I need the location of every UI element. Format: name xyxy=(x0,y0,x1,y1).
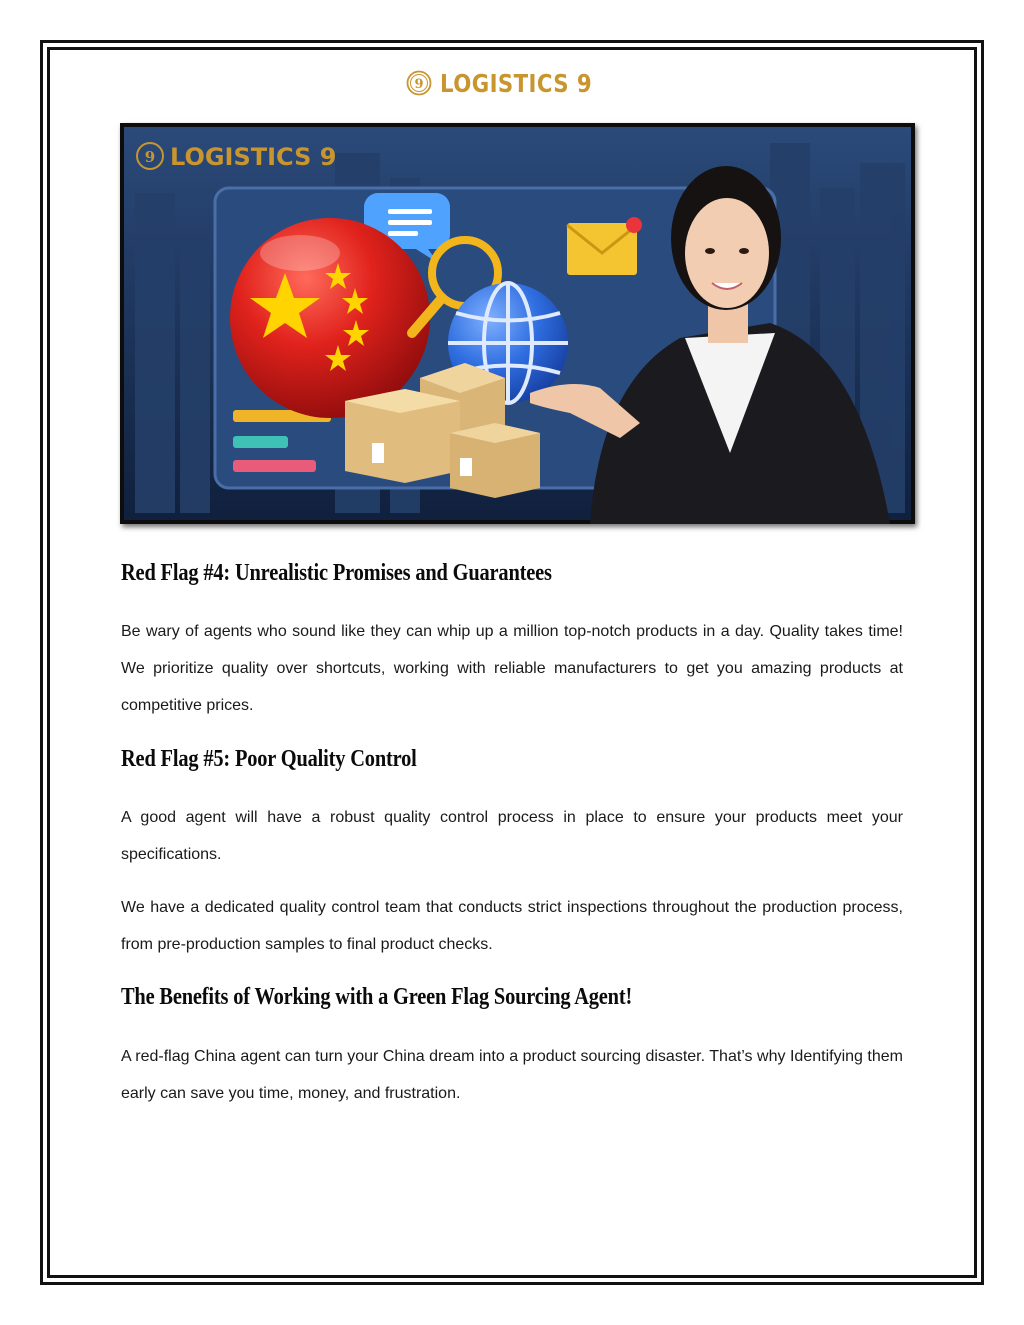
hero-image xyxy=(120,123,915,524)
nine-emblem-icon xyxy=(406,70,432,96)
svg-text:9: 9 xyxy=(144,148,156,166)
section-heading-red-flag-5: Red Flag #5: Poor Quality Control xyxy=(121,746,417,772)
hero-illustration xyxy=(120,123,915,524)
section-paragraph: A good agent will have a robust quality control process in place to ensure your products meet your specifications. xyxy=(121,809,903,863)
section-paragraph: Be wary of agents who sound like they can whip up a million top-notch products in a day. Quality takes time! We prioritize quality over shortcuts, working with reliable manufacturers to get you amazing products at competitive prices. xyxy=(121,623,903,714)
hero-logo-text: LOGISTICS 9 xyxy=(170,143,337,171)
section-heading-red-flag-4: Red Flag #4: Unrealistic Promises and Guarantees xyxy=(121,560,552,586)
china-flag-ball xyxy=(230,218,430,418)
section-paragraph: We have a dedicated quality control team that conducts strict inspections throughout the production process, from pre-production samples to final product checks. xyxy=(121,899,903,953)
section-paragraph: A red-flag China agent can turn your China dream into a product sourcing disaster. That’s why Identifying them early can save you time, money, and frustration. xyxy=(121,1048,903,1102)
section-heading-benefits: The Benefits of Working with a Green Flag Sourcing Agent! xyxy=(121,984,633,1010)
envelope-icon xyxy=(567,217,642,275)
brand-name: LOGISTICS 9 xyxy=(439,68,592,98)
svg-text:9: 9 xyxy=(414,77,424,92)
header-logo xyxy=(0,63,1024,103)
